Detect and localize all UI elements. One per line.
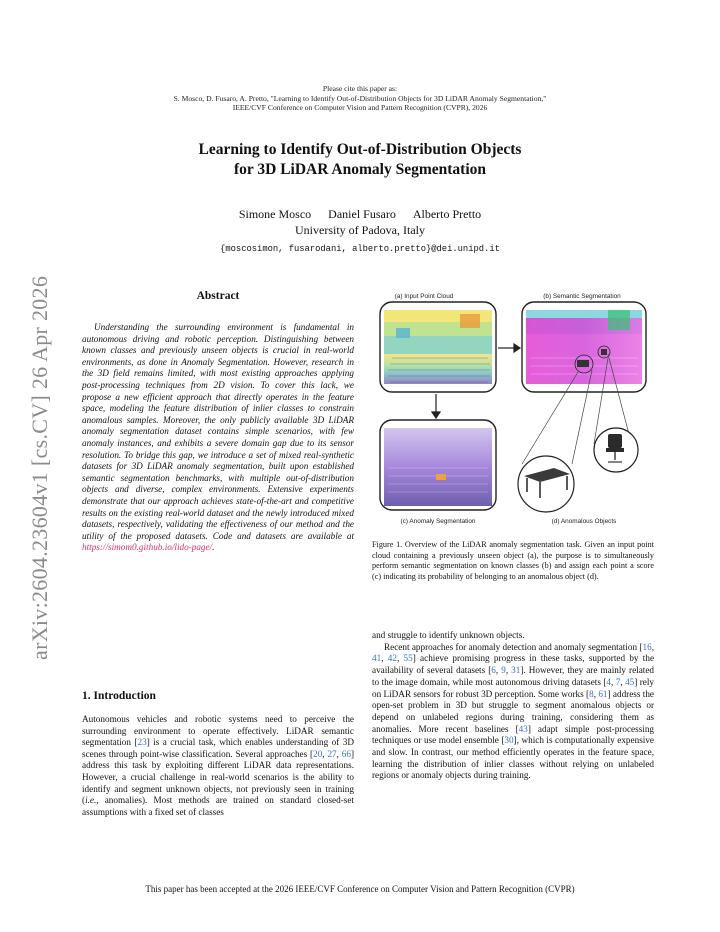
- citation-ref[interactable]: 41: [372, 653, 382, 664]
- citation-ref[interactable]: 61: [598, 688, 608, 699]
- title-line-1: Learning to Identify Out-of-Distribution Objects: [198, 141, 522, 158]
- citation-ref[interactable]: 8: [589, 688, 594, 699]
- citation-ref[interactable]: 16: [642, 641, 652, 652]
- author-name: Simone Mosco: [238, 207, 312, 221]
- author-names: [0, 206, 720, 222]
- intro-text: ] is a crucial task, which enables understanding of 3D scenes through point-wise classification. Several approaches [: [82, 737, 354, 759]
- intro-text: ] address this task by exploiting different LiDAR data representations. However, a crucial challenge in real-world scenarios is the ability to identify and segment unknown objects, not previously seen in training (: [82, 748, 355, 806]
- author-block: [0, 206, 720, 238]
- citation-ref[interactable]: 31: [511, 665, 521, 676]
- citation-ref[interactable]: 7: [615, 676, 621, 687]
- citation-line-2: S. Mosco, D. Fusaro, A. Pretto, "Learning to Identify Out-of-Distribution Objects for 3D LiDAR Anomaly Segmentation,": [173, 93, 547, 103]
- intro-paragraph: Autonomous vehicles and robotic systems need to perceive the surrounding environment to operate effectively. LiDAR semantic segmentation [23] is a crucial task, which enables understanding of 3D scenes through point-wise classification. Several approaches [20, 27, 66] address this task by exploiting different LiDAR data representations. However, a crucial challenge in real-world scenarios is the ability to identify and segment unknown objects, not previously seen in training (i.e., anomalies). Most methods are trained on standard closed-set assumptions with a fixed set of classes: [82, 714, 355, 817]
- intro-text: , anomalies). Most methods are trained on standard closed-set assumptions with a fixed set of classes: [82, 795, 354, 817]
- title-line-2: for 3D LiDAR Anomaly Segmentation: [233, 161, 487, 178]
- intro-text: Autonomous vehicles and robotic systems need to perceive the surrounding environment to operate effectively. LiDAR semantic segmentation [: [82, 714, 354, 748]
- panel-c-label: (c) Anomaly Segmentation: [400, 518, 476, 525]
- citation-ref[interactable]: 42: [387, 653, 397, 664]
- para-text: ] achieve promising progress in these tasks, supported by the availability of several datasets [: [372, 653, 655, 676]
- author-name: Alberto Pretto: [412, 207, 482, 221]
- arrow-right: [498, 344, 520, 352]
- panel-a-point-cloud: [380, 302, 496, 392]
- intro-text: i.e.: [85, 795, 97, 806]
- panel-a-label: (a) Input Point Cloud: [394, 293, 454, 300]
- panel-b-label: (b) Semantic Segmentation: [543, 293, 621, 300]
- figure-1: [372, 288, 654, 528]
- citation-ref[interactable]: 6: [491, 665, 496, 676]
- citation-ref[interactable]: 66: [341, 748, 351, 759]
- citation-ref[interactable]: 45: [625, 676, 635, 687]
- abstract-text: Understanding the surrounding environment is fundamental in autonomous driving and robotic perception. Distinguishing between known classes and previously unseen objects is crucial in real-world environments, as done in Anomaly Segmentation. However, research in the 3D field remains limited, with most existing approaches applying post-processing techniques from 2D vision. To cover this lack, we propose a new efficient approach that directly operates in the feature space, modeling the feature distribution of inlier classes to constrain anomalous samples. Moreover, the only publicly available 3D LiDAR anomaly segmentation dataset contains simple scenarios, with few anomaly instances, and exhibits a severe domain gap due to its sensor resolution. To bridge this gap, we introduce a set of mixed real-synthetic datasets for 3D LiDAR anomaly segmentation, built upon established semantic segmentation benchmarks, with multiple out-of-distribution objects and diverse, complex environments. Extensive experiments demonstrate that our approach achieves state-of-the-art and competitive results on the existing real-world dataset and the newly introduced mixed datasets, respectively, validating the effectiveness of our method and the utility of the proposed datasets. Code and datasets are available at: [82, 322, 354, 541]
- citation-ref[interactable]: 20: [313, 748, 323, 759]
- para-text: Recent approaches for anomaly detection and anomaly segmentation [: [384, 641, 643, 652]
- citation-ref[interactable]: 55: [403, 653, 413, 664]
- citation-ref[interactable]: 43: [518, 723, 528, 734]
- para-text: ] adapt simple post-processing techniques or use model ensemble [: [372, 723, 655, 746]
- citation-line-1: Please cite this paper as:: [322, 84, 398, 93]
- right-column-text: [372, 630, 654, 782]
- figure-caption: Figure 1. Overview of the LiDAR anomaly segmentation task. Given an input point cloud containing a previously unseen object (a), the purpose is to simultaneously perform semantic segmentation on known classes (b) and assign each point a score (c) indicating its probability of belonging to an anomalous object (d).: [372, 540, 654, 581]
- para-text: ] rely on LiDAR sensors for robust 3D perception. Some works [: [372, 676, 655, 699]
- affiliation: University of Padova, Italy: [295, 223, 425, 237]
- paper-title: [0, 140, 720, 180]
- continued-paragraph: and struggle to identify unknown objects.: [372, 630, 525, 640]
- citation-ref[interactable]: 9: [501, 665, 506, 676]
- para-text: ] address the open-set problem in 3D but struggle to segment anomalous objects or depend on unlabeled regions during training, considering them as anomalies. More recent baselines [: [372, 688, 654, 734]
- intro-heading: 1. Introduction: [82, 690, 156, 702]
- para-text: ], which is computationally expensive and slow. In contrast, our method efficiently operates in the feature space, learning the distribution of inlier classes without relying on unlabeled regions or anomaly objects during training.: [372, 735, 654, 781]
- citation-line-3: IEEE/CVF Conference on Computer Vision and Pattern Recognition (CVPR), 2026: [232, 103, 488, 113]
- author-emails: {moscosimon, fusarodani, alberto.pretto}@dei.unipd.it: [220, 244, 500, 254]
- abstract-body: [82, 322, 354, 554]
- project-link[interactable]: https://simom0.github.io/lido-page/: [82, 542, 213, 553]
- citation-ref[interactable]: 4: [606, 676, 611, 687]
- citation-notice: [0, 84, 720, 113]
- abstract-heading: Abstract: [196, 290, 240, 302]
- arxiv-stamp: arXiv:2604.23604v1 [cs.CV] 26 Apr 2026: [27, 275, 52, 661]
- arrow-down: [432, 394, 440, 418]
- panel-c-anomaly: [380, 420, 496, 510]
- panel-b-semantic: [522, 302, 646, 392]
- author-name: Daniel Fusaro: [328, 207, 396, 221]
- citation-ref[interactable]: 27: [327, 748, 337, 759]
- abstract-end: .: [212, 542, 215, 553]
- para-text: ]. However, they are mainly related to the image domain, while most autonomous driving datasets [: [372, 665, 655, 687]
- panel-d-label: (d) Anomalous Objects: [551, 518, 617, 525]
- acceptance-footer: This paper has been accepted at the 2026 IEEE/CVF Conference on Computer Vision and Pattern Recognition (CVPR): [145, 884, 575, 894]
- citation-ref[interactable]: 30: [504, 735, 514, 746]
- related-work-paragraph: Recent approaches for anomaly detection and anomaly segmentation [16, 41, 42, 55] achieve promising progress in these tasks, supported by the availability of several datasets [6, 9, 31]. However, they are mainly related to the image domain, while most autonomous driving datasets [4, 7, 45] rely on LiDAR sensors for robust 3D perception. Some works [8, 61] address the open-set problem in 3D but struggle to segment anomalous objects or depend on unlabeled regions during training, considering them as anomalies. More recent baselines [43] adapt simple post-processing techniques or use model ensemble [30], which is computationally expensive and slow. In contrast, our method efficiently operates in the feature space, learning the distribution of inlier classes without relying on unlabeled regions or anomaly objects during training.: [372, 641, 655, 781]
- citation-ref[interactable]: 23: [137, 737, 147, 748]
